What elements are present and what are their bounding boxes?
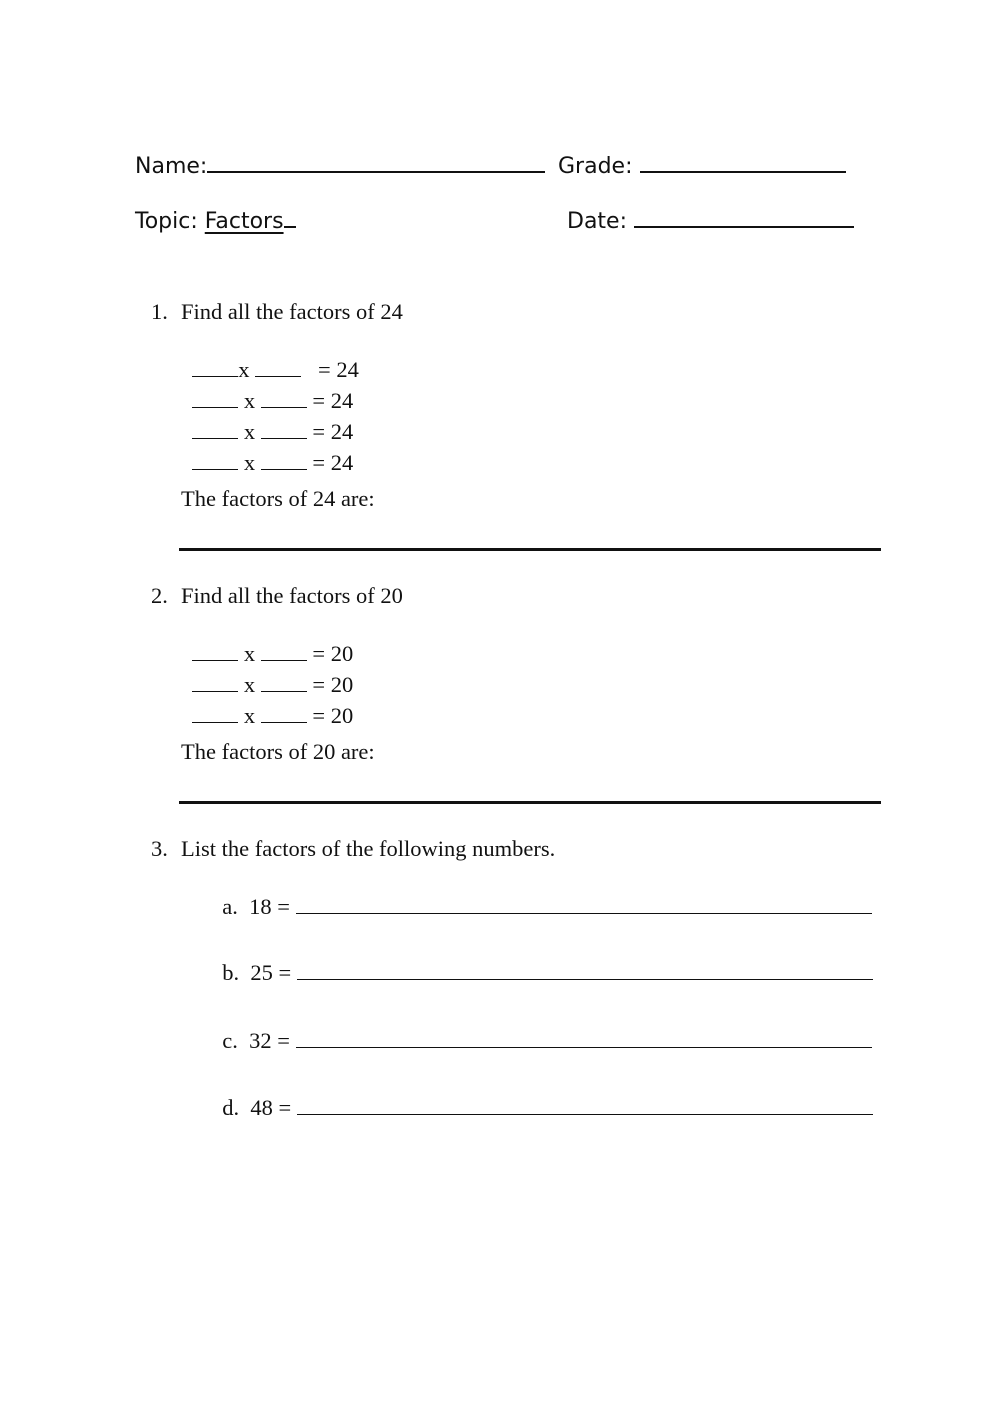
- times-sign: x: [243, 419, 256, 444]
- item-label: 48 =: [250, 1095, 292, 1120]
- q2-row-3: [181, 676, 353, 729]
- q3-item-a: [211, 867, 872, 920]
- grade-row: [544, 124, 846, 179]
- topic-label: Topic:: [135, 209, 198, 234]
- times-sign: x: [243, 388, 256, 413]
- q3-item-d: [211, 1068, 873, 1121]
- item-letter: b.: [222, 960, 240, 985]
- q2-row-3-blank-a[interactable]: [192, 702, 238, 723]
- item-label: 25 =: [250, 960, 292, 985]
- item-letter: d.: [222, 1095, 240, 1120]
- grade-label: Grade:: [558, 154, 633, 179]
- q3-item-b-blank[interactable]: [297, 959, 873, 980]
- name-row: [121, 124, 545, 179]
- q1-answer-prompt: The factors of 24 are:: [181, 486, 375, 511]
- question-2-prompt: Find all the factors of 20: [181, 583, 403, 608]
- question-1-prompt: Find all the factors of 24: [181, 299, 403, 324]
- q3-item-b: [211, 933, 873, 986]
- q1-row-4-blank-b[interactable]: [261, 449, 307, 470]
- q3-item-c-blank[interactable]: [296, 1027, 872, 1048]
- times-sign: x: [243, 450, 256, 475]
- q2-answer-line[interactable]: [179, 801, 881, 804]
- item-label: 32 =: [249, 1028, 290, 1053]
- q1-row-4-blank-a[interactable]: [192, 449, 238, 470]
- item-label: 18 =: [249, 894, 290, 919]
- q2-answer-prompt: The factors of 20 are:: [181, 739, 375, 764]
- name-label: Name:: [135, 154, 208, 179]
- topic-row: [121, 179, 296, 234]
- item-letter: a.: [222, 894, 238, 919]
- q1-row-4: [181, 423, 353, 476]
- row-result: = 24: [312, 388, 354, 413]
- question-2-number: 2.: [151, 583, 168, 608]
- grade-field[interactable]: [640, 149, 846, 173]
- date-label: Date:: [567, 209, 627, 234]
- times-sign: x: [243, 672, 256, 697]
- row-result: = 24: [312, 419, 354, 444]
- row-result: = 20: [312, 641, 354, 666]
- date-row: [553, 179, 854, 234]
- q3-item-a-blank[interactable]: [296, 893, 872, 914]
- row-result: = 24: [318, 357, 359, 382]
- row-result: = 24: [312, 450, 354, 475]
- q3-item-c: [211, 1001, 872, 1054]
- row-result: = 20: [312, 672, 354, 697]
- topic-underline-tail: [284, 204, 296, 228]
- topic-value: Factors: [204, 209, 284, 234]
- q2-row-3-blank-b[interactable]: [261, 702, 307, 723]
- q1-answer-line[interactable]: [179, 548, 881, 551]
- name-field[interactable]: [207, 149, 545, 173]
- times-sign: x: [238, 357, 250, 382]
- times-sign: x: [243, 703, 256, 728]
- q3-item-d-blank[interactable]: [297, 1094, 873, 1115]
- question-3-number: 3.: [151, 836, 168, 861]
- row-result: = 20: [312, 703, 354, 728]
- question-1-number: 1.: [151, 299, 168, 324]
- date-field[interactable]: [634, 204, 854, 228]
- times-sign: x: [243, 641, 256, 666]
- item-letter: c.: [222, 1028, 238, 1053]
- question-3-prompt: List the factors of the following numbers.: [181, 836, 556, 861]
